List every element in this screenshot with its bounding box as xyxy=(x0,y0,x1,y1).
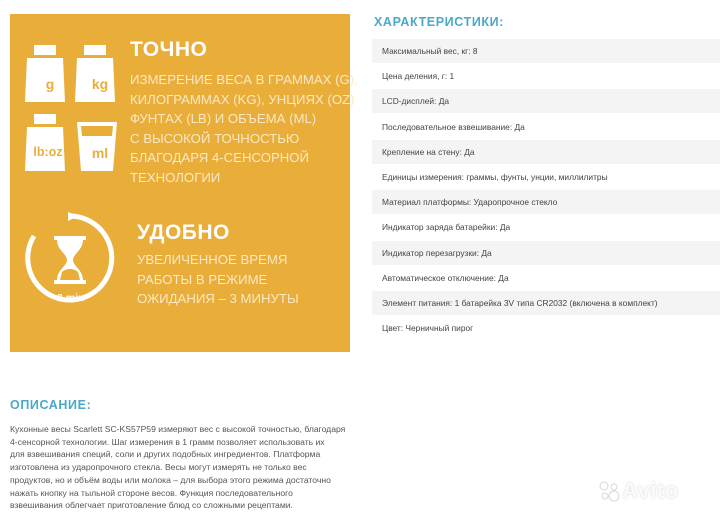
timer-label: 3 min xyxy=(57,292,85,304)
precise-text-line: ИЗМЕРЕНИЕ ВЕСА В ГРАММАХ (G), xyxy=(130,72,358,87)
description-line: изготовлена из ударопрочного стекла. Весы могут измерять не только вес xyxy=(10,462,307,473)
description-line: взвешивания облегчает приготовление блюд со сложными рецептами. xyxy=(10,500,293,511)
precise-text xyxy=(130,70,358,187)
spec-row: Цена деления, г: 1 xyxy=(382,71,455,82)
precise-title: ТОЧНО xyxy=(130,38,208,61)
spec-row: Крепление на стену: Да xyxy=(372,140,720,164)
convenient-text-line: РАБОТЫ В РЕЖИМЕ xyxy=(137,271,268,287)
spec-row: Единицы измерения: граммы, фунты, унции, миллилитры xyxy=(382,171,608,182)
convenient-text xyxy=(137,250,299,309)
specs-list xyxy=(372,39,720,341)
description-line: Кухонные весы Scarlett SC-KS57P59 измеряют вес с высокой точностью, благодаря xyxy=(10,424,346,434)
promo-panel xyxy=(10,14,358,352)
milliliter-label: ml xyxy=(91,145,109,161)
spec-row: Последовательное взвешивание: Да xyxy=(382,121,525,132)
pound-ounce-label: lb:oz xyxy=(33,145,63,159)
description-heading: ОПИСАНИЕ: xyxy=(10,398,92,412)
spec-row: Материал платформы: Ударопрочное стекло xyxy=(372,190,720,214)
spec-row: Элемент питания: 1 батарейка 3V типа CR2032 (включена в комплект) xyxy=(372,291,720,315)
precise-text-line: ФУНТАХ (LB) И ОБЪЕМА (ML) xyxy=(130,111,317,126)
spec-row: Цвет: Черничный пирог xyxy=(382,323,474,334)
description-line: нажать кнопку на тыльной стороне весов. Функция последовательного xyxy=(10,487,293,498)
convenient-text-line: УВЕЛИЧЕННОЕ ВРЕМЯ xyxy=(137,252,288,267)
avito-watermark: Avito xyxy=(622,478,679,503)
precise-text-line: БЛАГОДАРЯ 4-СЕНСОРНОЙ xyxy=(130,150,310,165)
description-line: для взвешивания специй, соли и других подобных ингредиентов. Платформа xyxy=(10,449,321,460)
spec-row: Индикатор перезагрузки: Да xyxy=(372,241,720,265)
spec-row: LCD-дисплей: Да xyxy=(372,89,720,113)
precise-text-line: ТЕХНОЛОГИИ xyxy=(130,169,221,185)
description-text xyxy=(10,423,350,512)
precise-text-line: КИЛОГРАММАХ (KG), УНЦИЯХ (OZ) xyxy=(130,91,355,107)
description-line: 4-сенсорной технологии. Шаг измерения в 1 грамм позволяет использовать их xyxy=(10,436,325,447)
description-line: продуктов, но и объём воды или молока – для выбора этого режима достаточно xyxy=(10,474,331,485)
specs-heading: ХАРАКТЕРИСТИКИ: xyxy=(374,15,504,29)
convenient-title: УДОБНО xyxy=(137,221,230,244)
gram-label: g xyxy=(45,76,55,92)
avito-logo-icon xyxy=(598,480,620,502)
precise-text-line: С ВЫСОКОЙ ТОЧНОСТЬЮ xyxy=(130,130,300,146)
spec-row: Индикатор заряда батарейки: Да xyxy=(382,222,511,233)
spec-row: Максимальный вес, кг: 8 xyxy=(372,39,720,63)
spec-row: Автоматическое отключение: Да xyxy=(382,272,509,283)
convenient-text-line: ОЖИДАНИЯ – 3 МИНУТЫ xyxy=(137,291,299,306)
kilogram-label: kg xyxy=(91,76,109,92)
